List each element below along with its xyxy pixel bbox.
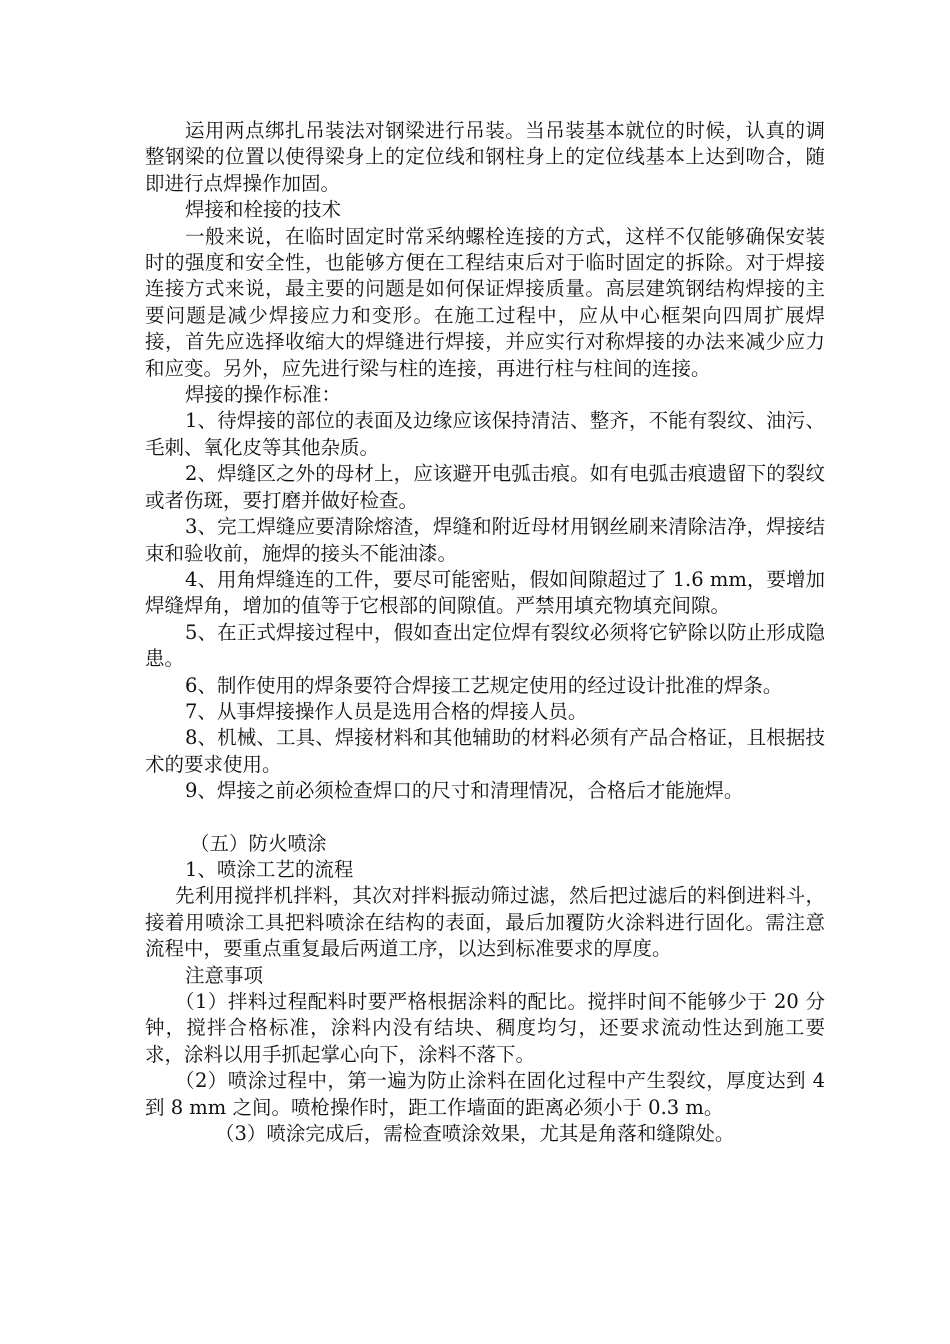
heading-precautions: 注意事项 (185, 963, 264, 987)
heading-spraying-process: 1、喷涂工艺的流程 (185, 857, 354, 881)
list-item-welding-4: 4、用角焊缝连的工件，要尽可能密贴，假如间隙超过了 1.6 mm，要增加焊缝焊角，增加的值等于它根部的间隙值。严禁用填充物填充间隙。 (145, 567, 825, 618)
section-heading-fireproof-spraying: （五）防火喷涂 (190, 831, 327, 855)
list-item-welding-9: 9、焊接之前必须检查焊口的尺寸和清理情况，合格后才能施焊。 (185, 779, 744, 803)
list-item-precaution-1: （1）拌料过程配料时要严格根据涂料的配比。搅拌时间不能够少于 20 分钟，搅拌合格标准，涂料内没有结块、稠度均匀，还要求流动性达到施工要求，涂料以用手抓起掌心向下，涂料不落下。 (145, 990, 825, 1066)
list-item-precaution-3: （3）喷涂完成后，需检查喷涂效果，尤其是角落和缝隙处。 (215, 1122, 735, 1146)
list-item-welding-1: 1、待焊接的部位的表面及边缘应该保持清洁、整齐，不能有裂纹、油污、毛刺、氧化皮等其他杂质。 (145, 409, 825, 459)
list-item-welding-6: 6、制作使用的焊条要符合焊接工艺规定使用的经过设计批准的焊条。 (185, 673, 783, 697)
list-item-welding-3: 3、完工焊缝应要清除熔渣，焊缝和附近母材用钢丝刷来清除洁净，焊接结束和验收前，施焊的接头不能油漆。 (145, 515, 825, 565)
heading-welding-bolting: 焊接和栓接的技术 (185, 198, 342, 222)
paragraph-beam-hoisting: 运用两点绑扎吊装法对钢梁进行吊装。当吊装基本就位的时候，认真的调整钢梁的位置以使得梁身上的定位线和钢柱身上的定位线基本上达到吻合，随即进行点焊操作加固。 (145, 119, 825, 195)
heading-welding-standards: 焊接的操作标准： (185, 383, 342, 407)
list-item-welding-7: 7、从事焊接操作人员是选用合格的焊接人员。 (185, 699, 588, 723)
list-item-precaution-2: （2）喷涂过程中，第一遍为防止涂料在固化过程中产生裂纹，厚度达到 4 到 8 mm 之间。喷枪操作时，距工作墙面的距离必须小于 0.3 m。 (145, 1069, 825, 1119)
list-item-welding-2: 2、焊缝区之外的母材上，应该避开电弧击痕。如有电弧击痕遗留下的裂纹或者伤斑，要打磨并做好检查。 (145, 462, 825, 512)
document-body (145, 118, 825, 1147)
list-item-welding-8: 8、机械、工具、焊接材料和其他辅助的材料必须有产品合格证，且根据技术的要求使用。 (145, 726, 825, 776)
list-item-welding-5: 5、在正式焊接过程中，假如查出定位焊有裂纹必须将它铲除以防止形成隐患。 (145, 620, 825, 671)
paragraph-welding-overview: 一般来说，在临时固定时常采纳螺栓连接的方式，这样不仅能够确保安装时的强度和安全性，也能够方便在工程结束后对于临时固定的拆除。对于焊接连接方式来说，最主要的问题是如何保证焊接质量。高层建筑钢结构焊接的主要问题是减少焊接应力和变形。在施工过程中，应从中心框架向四周扩展焊接，首先应选择收缩大的焊缝进行焊接，并应实行对称焊接的办法来减少应力和应变。另外，应先进行梁与柱的连接，再进行柱与柱间的连接。 (145, 224, 825, 380)
paragraph-spraying-process: 先利用搅拌机拌料，其次对拌料振动筛过滤，然后把过滤后的料倒进料斗，接着用喷涂工具把料喷涂在结构的表面，最后加覆防火涂料进行固化。需注意流程中，要重点重复最后两道工序，以达到标准要求的厚度。 (145, 884, 825, 961)
